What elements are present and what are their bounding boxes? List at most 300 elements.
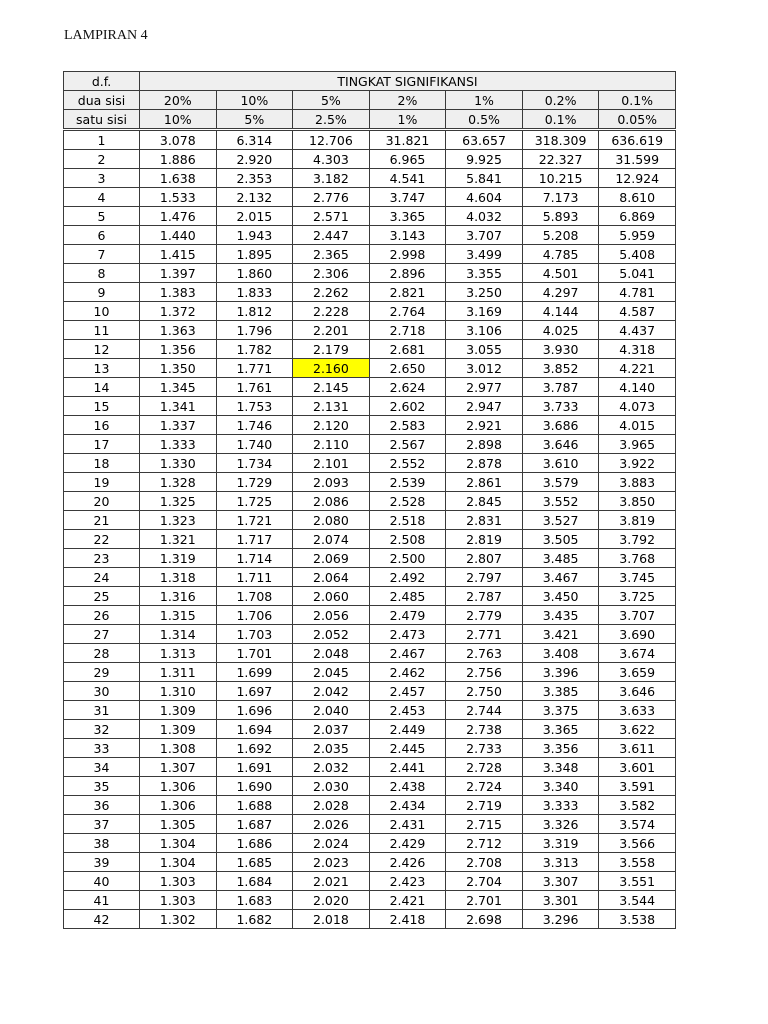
critical-value-cell: 1.440 — [140, 226, 217, 245]
critical-value-cell: 9.925 — [446, 150, 523, 169]
table-row — [64, 796, 676, 815]
critical-value-cell: 2.719 — [446, 796, 523, 815]
critical-value-cell: 4.541 — [369, 169, 446, 188]
critical-value-cell: 7.173 — [522, 188, 599, 207]
critical-value-cell: 2.024 — [293, 834, 370, 853]
critical-value-cell: 3.622 — [599, 720, 676, 739]
critical-value-cell: 2.023 — [293, 853, 370, 872]
critical-value-cell: 3.505 — [522, 530, 599, 549]
two-tail-level: 20% — [140, 91, 217, 110]
critical-value-cell: 1.319 — [140, 549, 217, 568]
critical-value-cell: 3.078 — [140, 130, 217, 150]
df-cell: 3 — [64, 169, 140, 188]
critical-value-cell: 1.303 — [140, 891, 217, 910]
table-row — [64, 150, 676, 169]
table-row — [64, 397, 676, 416]
critical-value-cell: 1.415 — [140, 245, 217, 264]
table-row — [64, 701, 676, 720]
critical-value-cell: 2.552 — [369, 454, 446, 473]
table-row — [64, 340, 676, 359]
critical-value-cell: 318.309 — [522, 130, 599, 150]
df-cell: 17 — [64, 435, 140, 454]
df-cell: 31 — [64, 701, 140, 720]
df-cell: 29 — [64, 663, 140, 682]
critical-value-cell: 2.026 — [293, 815, 370, 834]
critical-value-cell: 2.776 — [293, 188, 370, 207]
df-cell: 11 — [64, 321, 140, 340]
critical-value-cell: 1.734 — [216, 454, 293, 473]
df-cell: 37 — [64, 815, 140, 834]
critical-value-cell: 3.182 — [293, 169, 370, 188]
critical-value-cell: 1.397 — [140, 264, 217, 283]
critical-value-cell: 2.921 — [446, 416, 523, 435]
critical-value-cell: 5.841 — [446, 169, 523, 188]
critical-value-cell: 2.571 — [293, 207, 370, 226]
critical-value-cell: 1.337 — [140, 416, 217, 435]
critical-value-cell: 5.408 — [599, 245, 676, 264]
critical-value-cell: 1.363 — [140, 321, 217, 340]
critical-value-cell: 1.729 — [216, 473, 293, 492]
table-row — [64, 853, 676, 872]
critical-value-cell: 3.591 — [599, 777, 676, 796]
critical-value-cell: 4.587 — [599, 302, 676, 321]
critical-value-cell: 2.020 — [293, 891, 370, 910]
critical-value-cell: 3.106 — [446, 321, 523, 340]
critical-value-cell: 2.492 — [369, 568, 446, 587]
df-cell: 15 — [64, 397, 140, 416]
critical-value-cell: 3.659 — [599, 663, 676, 682]
critical-value-cell: 1.895 — [216, 245, 293, 264]
critical-value-cell: 2.724 — [446, 777, 523, 796]
critical-value-cell: 3.601 — [599, 758, 676, 777]
critical-value-cell: 2.080 — [293, 511, 370, 530]
critical-value-cell: 3.558 — [599, 853, 676, 872]
critical-value-cell: 2.131 — [293, 397, 370, 416]
critical-value-cell: 2.445 — [369, 739, 446, 758]
critical-value-cell: 1.690 — [216, 777, 293, 796]
critical-value-cell: 2.518 — [369, 511, 446, 530]
two-tail-label: dua sisi — [64, 91, 140, 110]
df-cell: 36 — [64, 796, 140, 815]
df-cell: 19 — [64, 473, 140, 492]
critical-value-cell: 3.930 — [522, 340, 599, 359]
critical-value-cell: 6.869 — [599, 207, 676, 226]
df-cell: 24 — [64, 568, 140, 587]
critical-value-cell: 1.725 — [216, 492, 293, 511]
df-header-cell: d.f. — [64, 72, 140, 91]
critical-value-cell: 3.365 — [369, 207, 446, 226]
critical-value-cell: 2.738 — [446, 720, 523, 739]
critical-value-cell: 3.850 — [599, 492, 676, 511]
critical-value-cell: 1.701 — [216, 644, 293, 663]
table-row — [64, 245, 676, 264]
table-row — [64, 207, 676, 226]
critical-value-cell: 2.030 — [293, 777, 370, 796]
critical-value-cell: 2.539 — [369, 473, 446, 492]
critical-value-cell: 2.771 — [446, 625, 523, 644]
table-row — [64, 625, 676, 644]
critical-value-cell: 3.965 — [599, 435, 676, 454]
df-cell: 5 — [64, 207, 140, 226]
critical-value-cell: 1.316 — [140, 587, 217, 606]
critical-value-cell: 4.303 — [293, 150, 370, 169]
critical-value-cell: 3.333 — [522, 796, 599, 815]
critical-value-cell: 1.325 — [140, 492, 217, 511]
document-heading: LAMPIRAN 4 — [64, 28, 148, 43]
table-row — [64, 302, 676, 321]
table-row — [64, 549, 676, 568]
critical-value-cell: 8.610 — [599, 188, 676, 207]
critical-value-cell: 2.069 — [293, 549, 370, 568]
df-cell: 38 — [64, 834, 140, 853]
df-cell: 40 — [64, 872, 140, 891]
significance-level-title: TINGKAT SIGNIFIKANSI — [140, 72, 676, 91]
df-cell: 20 — [64, 492, 140, 511]
critical-value-cell: 2.704 — [446, 872, 523, 891]
critical-value-cell: 2.060 — [293, 587, 370, 606]
critical-value-cell: 2.787 — [446, 587, 523, 606]
critical-value-cell: 3.707 — [599, 606, 676, 625]
header-row-one-tail — [64, 110, 676, 130]
critical-value-cell: 4.785 — [522, 245, 599, 264]
critical-value-cell: 3.485 — [522, 549, 599, 568]
critical-value-cell: 12.706 — [293, 130, 370, 150]
table-row — [64, 663, 676, 682]
critical-value-cell: 2.861 — [446, 473, 523, 492]
critical-value-cell: 2.624 — [369, 378, 446, 397]
critical-value-cell: 1.796 — [216, 321, 293, 340]
critical-value-cell: 3.296 — [522, 910, 599, 929]
critical-value-cell: 4.073 — [599, 397, 676, 416]
critical-value-cell: 4.318 — [599, 340, 676, 359]
critical-value-cell: 2.779 — [446, 606, 523, 625]
critical-value-cell: 1.685 — [216, 853, 293, 872]
critical-value-cell: 2.429 — [369, 834, 446, 853]
df-cell: 23 — [64, 549, 140, 568]
critical-value-cell: 3.747 — [369, 188, 446, 207]
critical-value-cell: 1.308 — [140, 739, 217, 758]
critical-value-cell: 3.582 — [599, 796, 676, 815]
critical-value-cell: 2.728 — [446, 758, 523, 777]
table-row — [64, 188, 676, 207]
critical-value-cell: 2.021 — [293, 872, 370, 891]
critical-value-cell: 636.619 — [599, 130, 676, 150]
critical-value-cell: 3.633 — [599, 701, 676, 720]
critical-value-cell: 2.145 — [293, 378, 370, 397]
critical-value-cell: 2.500 — [369, 549, 446, 568]
critical-value-cell: 3.301 — [522, 891, 599, 910]
df-cell: 21 — [64, 511, 140, 530]
critical-value-cell: 3.340 — [522, 777, 599, 796]
critical-value-cell: 3.313 — [522, 853, 599, 872]
two-tail-level: 10% — [216, 91, 293, 110]
critical-value-cell: 2.977 — [446, 378, 523, 397]
critical-value-cell: 1.753 — [216, 397, 293, 416]
critical-value-cell: 2.434 — [369, 796, 446, 815]
critical-value-cell: 2.032 — [293, 758, 370, 777]
df-cell: 2 — [64, 150, 140, 169]
critical-value-cell: 2.431 — [369, 815, 446, 834]
one-tail-level: 5% — [216, 110, 293, 130]
two-tail-level: 0.1% — [599, 91, 676, 110]
critical-value-cell: 6.314 — [216, 130, 293, 150]
critical-value-cell: 2.064 — [293, 568, 370, 587]
critical-value-cell: 1.333 — [140, 435, 217, 454]
critical-value-cell: 5.893 — [522, 207, 599, 226]
critical-value-cell: 3.768 — [599, 549, 676, 568]
critical-value-cell: 1.717 — [216, 530, 293, 549]
critical-value-cell: 3.169 — [446, 302, 523, 321]
critical-value-cell: 1.688 — [216, 796, 293, 815]
table-row — [64, 815, 676, 834]
critical-value-cell: 1.533 — [140, 188, 217, 207]
df-cell: 8 — [64, 264, 140, 283]
critical-value-cell: 2.718 — [369, 321, 446, 340]
critical-value-cell: 4.221 — [599, 359, 676, 378]
critical-value-cell: 1.714 — [216, 549, 293, 568]
critical-value-cell: 1.309 — [140, 720, 217, 739]
critical-value-cell: 3.646 — [522, 435, 599, 454]
critical-value-cell: 1.740 — [216, 435, 293, 454]
critical-value-cell: 1.638 — [140, 169, 217, 188]
critical-value-cell: 3.566 — [599, 834, 676, 853]
critical-value-cell: 3.883 — [599, 473, 676, 492]
critical-value-cell: 3.544 — [599, 891, 676, 910]
one-tail-level: 2.5% — [293, 110, 370, 130]
critical-value-cell: 1.356 — [140, 340, 217, 359]
critical-value-cell: 22.327 — [522, 150, 599, 169]
critical-value-cell: 1.345 — [140, 378, 217, 397]
critical-value-cell: 1.330 — [140, 454, 217, 473]
critical-value-cell: 1.302 — [140, 910, 217, 929]
critical-value-cell: 2.449 — [369, 720, 446, 739]
critical-value-cell: 1.350 — [140, 359, 217, 378]
critical-value-cell: 2.602 — [369, 397, 446, 416]
table-row — [64, 226, 676, 245]
critical-value-cell: 2.898 — [446, 435, 523, 454]
critical-value-cell: 3.922 — [599, 454, 676, 473]
critical-value-cell: 3.356 — [522, 739, 599, 758]
critical-value-cell: 1.692 — [216, 739, 293, 758]
critical-value-cell: 12.924 — [599, 169, 676, 188]
critical-value-cell: 4.297 — [522, 283, 599, 302]
table-row — [64, 169, 676, 188]
df-cell: 4 — [64, 188, 140, 207]
critical-value-cell: 1.311 — [140, 663, 217, 682]
critical-value-cell: 2.101 — [293, 454, 370, 473]
critical-value-cell: 2.421 — [369, 891, 446, 910]
critical-value-cell: 3.348 — [522, 758, 599, 777]
critical-value-cell: 2.037 — [293, 720, 370, 739]
df-cell: 25 — [64, 587, 140, 606]
critical-value-cell: 2.457 — [369, 682, 446, 701]
critical-value-cell: 1.761 — [216, 378, 293, 397]
critical-value-cell: 1.304 — [140, 853, 217, 872]
table-row — [64, 568, 676, 587]
critical-value-cell: 1.699 — [216, 663, 293, 682]
critical-value-cell: 2.110 — [293, 435, 370, 454]
critical-value-cell: 2.040 — [293, 701, 370, 720]
critical-value-cell: 2.045 — [293, 663, 370, 682]
critical-value-cell: 1.721 — [216, 511, 293, 530]
critical-value-cell: 1.309 — [140, 701, 217, 720]
critical-value-cell: 2.035 — [293, 739, 370, 758]
critical-value-cell: 2.093 — [293, 473, 370, 492]
critical-value-cell: 1.315 — [140, 606, 217, 625]
critical-value-cell: 1.696 — [216, 701, 293, 720]
critical-value-cell: 63.657 — [446, 130, 523, 150]
critical-value-cell: 1.943 — [216, 226, 293, 245]
df-cell: 9 — [64, 283, 140, 302]
df-cell: 7 — [64, 245, 140, 264]
critical-value-cell: 2.052 — [293, 625, 370, 644]
critical-value-cell: 2.819 — [446, 530, 523, 549]
two-tail-level: 5% — [293, 91, 370, 110]
critical-value-cell: 2.467 — [369, 644, 446, 663]
critical-value-cell: 2.528 — [369, 492, 446, 511]
header-row-two-tail — [64, 91, 676, 110]
critical-value-cell: 2.920 — [216, 150, 293, 169]
critical-value-cell: 2.763 — [446, 644, 523, 663]
critical-value-cell: 3.574 — [599, 815, 676, 834]
critical-value-cell: 3.538 — [599, 910, 676, 929]
df-cell: 32 — [64, 720, 140, 739]
critical-value-cell: 1.694 — [216, 720, 293, 739]
critical-value-cell: 1.682 — [216, 910, 293, 929]
table-row — [64, 644, 676, 663]
critical-value-cell: 31.821 — [369, 130, 446, 150]
critical-value-cell: 2.179 — [293, 340, 370, 359]
critical-value-cell: 3.319 — [522, 834, 599, 853]
df-cell: 28 — [64, 644, 140, 663]
critical-value-cell: 2.441 — [369, 758, 446, 777]
critical-value-cell: 2.756 — [446, 663, 523, 682]
critical-value-cell: 2.733 — [446, 739, 523, 758]
table-row — [64, 264, 676, 283]
df-cell: 22 — [64, 530, 140, 549]
critical-value-cell: 3.396 — [522, 663, 599, 682]
critical-value-cell: 2.201 — [293, 321, 370, 340]
two-tail-level: 1% — [446, 91, 523, 110]
critical-value-cell: 4.437 — [599, 321, 676, 340]
critical-value-cell: 3.435 — [522, 606, 599, 625]
df-cell: 14 — [64, 378, 140, 397]
critical-value-cell: 2.797 — [446, 568, 523, 587]
critical-value-cell: 4.015 — [599, 416, 676, 435]
header-row-title — [64, 72, 676, 91]
critical-value-cell: 5.208 — [522, 226, 599, 245]
df-cell: 12 — [64, 340, 140, 359]
table-row — [64, 682, 676, 701]
critical-value-cell: 2.423 — [369, 872, 446, 891]
critical-value-cell: 2.764 — [369, 302, 446, 321]
critical-value-cell: 4.032 — [446, 207, 523, 226]
critical-value-cell: 3.725 — [599, 587, 676, 606]
two-tail-level: 2% — [369, 91, 446, 110]
highlighted-value-cell: 2.160 — [293, 359, 370, 378]
critical-value-cell: 1.687 — [216, 815, 293, 834]
critical-value-cell: 2.998 — [369, 245, 446, 264]
critical-value-cell: 2.744 — [446, 701, 523, 720]
critical-value-cell: 3.551 — [599, 872, 676, 891]
critical-value-cell: 2.712 — [446, 834, 523, 853]
df-cell: 35 — [64, 777, 140, 796]
critical-value-cell: 4.604 — [446, 188, 523, 207]
table-row — [64, 872, 676, 891]
critical-value-cell: 1.306 — [140, 796, 217, 815]
critical-value-cell: 3.250 — [446, 283, 523, 302]
df-cell: 33 — [64, 739, 140, 758]
one-tail-label: satu sisi — [64, 110, 140, 130]
critical-value-cell: 4.144 — [522, 302, 599, 321]
critical-value-cell: 2.086 — [293, 492, 370, 511]
critical-value-cell: 2.262 — [293, 283, 370, 302]
table-row — [64, 758, 676, 777]
critical-value-cell: 1.303 — [140, 872, 217, 891]
critical-value-cell: 5.959 — [599, 226, 676, 245]
critical-value-cell: 1.771 — [216, 359, 293, 378]
critical-value-cell: 3.055 — [446, 340, 523, 359]
critical-value-cell: 3.674 — [599, 644, 676, 663]
df-cell: 27 — [64, 625, 140, 644]
critical-value-cell: 1.304 — [140, 834, 217, 853]
critical-value-cell: 1.703 — [216, 625, 293, 644]
critical-value-cell: 2.698 — [446, 910, 523, 929]
critical-value-cell: 2.681 — [369, 340, 446, 359]
critical-value-cell: 1.323 — [140, 511, 217, 530]
critical-value-cell: 3.450 — [522, 587, 599, 606]
critical-value-cell: 3.012 — [446, 359, 523, 378]
critical-value-cell: 3.610 — [522, 454, 599, 473]
critical-value-cell: 2.438 — [369, 777, 446, 796]
table-row — [64, 530, 676, 549]
critical-value-cell: 3.143 — [369, 226, 446, 245]
critical-value-cell: 3.365 — [522, 720, 599, 739]
critical-value-cell: 2.831 — [446, 511, 523, 530]
critical-value-cell: 1.307 — [140, 758, 217, 777]
critical-value-cell: 2.473 — [369, 625, 446, 644]
critical-value-cell: 2.567 — [369, 435, 446, 454]
critical-value-cell: 5.041 — [599, 264, 676, 283]
critical-value-cell: 3.852 — [522, 359, 599, 378]
critical-value-cell: 1.310 — [140, 682, 217, 701]
critical-value-cell: 4.025 — [522, 321, 599, 340]
critical-value-cell: 1.833 — [216, 283, 293, 302]
critical-value-cell: 2.650 — [369, 359, 446, 378]
critical-value-cell: 4.140 — [599, 378, 676, 397]
df-cell: 41 — [64, 891, 140, 910]
critical-value-cell: 1.328 — [140, 473, 217, 492]
critical-value-cell: 2.015 — [216, 207, 293, 226]
df-cell: 10 — [64, 302, 140, 321]
table-row — [64, 454, 676, 473]
df-cell: 13 — [64, 359, 140, 378]
critical-value-cell: 3.552 — [522, 492, 599, 511]
critical-value-cell: 3.707 — [446, 226, 523, 245]
critical-value-cell: 2.807 — [446, 549, 523, 568]
one-tail-level: 0.5% — [446, 110, 523, 130]
df-cell: 26 — [64, 606, 140, 625]
critical-value-cell: 1.383 — [140, 283, 217, 302]
df-cell: 34 — [64, 758, 140, 777]
critical-value-cell: 2.418 — [369, 910, 446, 929]
critical-value-cell: 3.690 — [599, 625, 676, 644]
critical-value-cell: 1.683 — [216, 891, 293, 910]
critical-value-cell: 3.745 — [599, 568, 676, 587]
critical-value-cell: 3.819 — [599, 511, 676, 530]
critical-value-cell: 1.372 — [140, 302, 217, 321]
critical-value-cell: 2.479 — [369, 606, 446, 625]
